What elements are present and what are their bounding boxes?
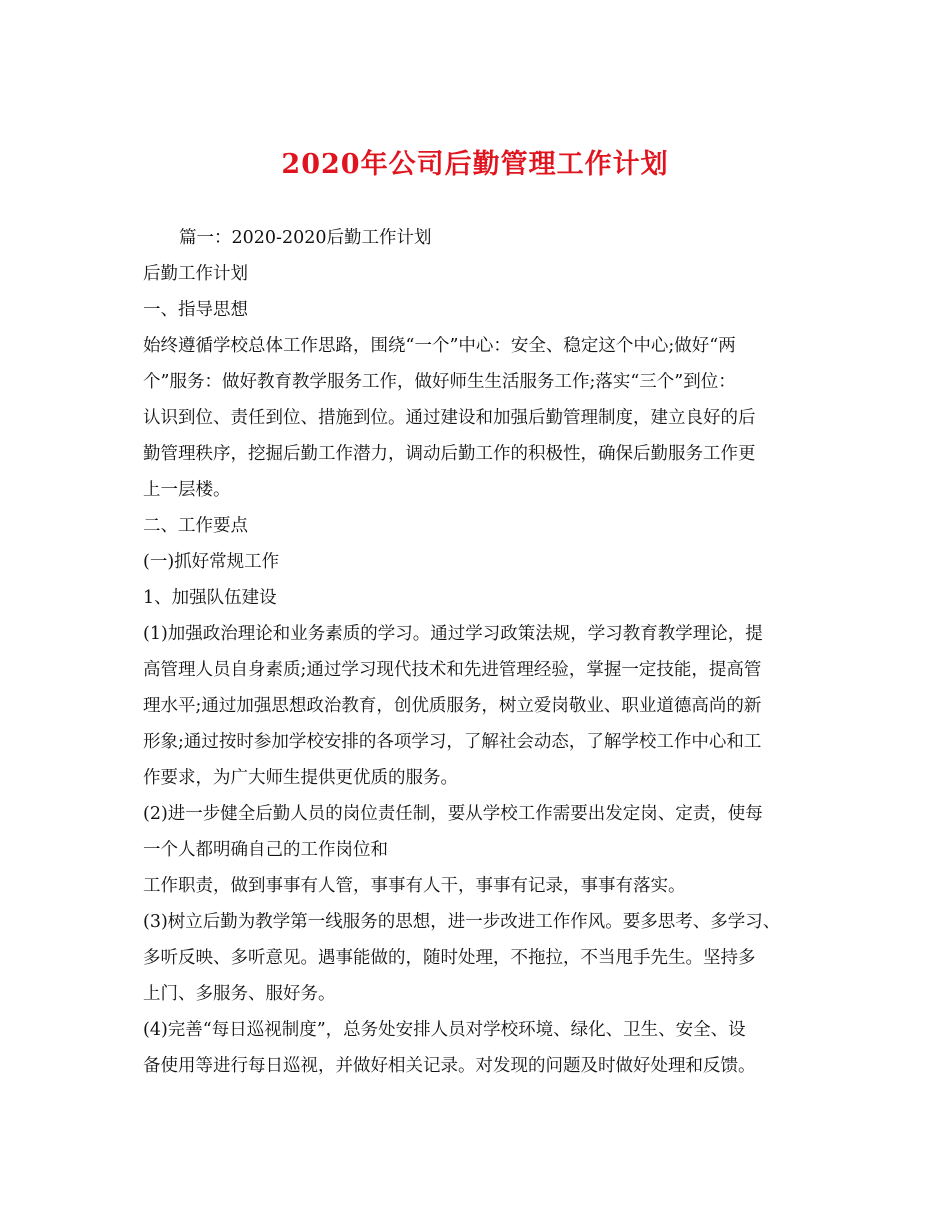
paragraph-line: 个”服务：做好教育教学服务工作，做好师生生活服务工作;落实“三个”到位： [143, 372, 736, 392]
paragraph-line: 篇一：2020-2020后勤工作计划 [179, 228, 432, 248]
paragraph-line: 后勤工作计划 [143, 264, 248, 284]
paragraph-line: 上门、多服务、服好务。 [143, 984, 336, 1004]
paragraph-line: 形象;通过按时参加学校安排的各项学习，了解社会动态，了解学校工作中心和工 [143, 732, 762, 752]
paragraph-line: 理水平;通过加强思想政治教育，创优质服务，树立爱岗敬业、职业道德高尚的新 [143, 696, 762, 716]
paragraph-line: 一个人都明确自己的工作岗位和 [143, 840, 388, 860]
paragraph-line: 多听反映、多听意见。遇事能做的，随时处理，不拖拉，不当甩手先生。坚持多 [143, 948, 756, 968]
paragraph-line: (2)进一步健全后勤人员的岗位责任制，要从学校工作需要出发定岗、定责，使每 [143, 804, 763, 824]
paragraph-line: (4)完善“每日巡视制度”，总务处安排人员对学校环境、绿化、卫生、安全、设 [143, 1020, 746, 1040]
subsection-heading: 1、加强队伍建设 [143, 588, 277, 608]
paragraph-line: 作要求，为广大师生提供更优质的服务。 [143, 768, 458, 788]
paragraph-line: (3)树立后勤为教学第一线服务的思想，进一步改进工作作风。要多思考、多学习、 [143, 912, 781, 932]
subsection-heading: (一)抓好常规工作 [143, 552, 280, 572]
document-title: 2020年公司后勤管理工作计划 [281, 149, 669, 180]
paragraph-line: 备使用等进行每日巡视，并做好相关记录。对发现的问题及时做好处理和反馈。 [143, 1056, 756, 1076]
section-heading: 一、指导思想 [143, 300, 248, 320]
paragraph-line: 上一层楼。 [143, 480, 231, 500]
paragraph-line: 勤管理秩序，挖掘后勤工作潜力，调动后勤工作的积极性，确保后勤服务工作更 [143, 444, 756, 464]
paragraph-line: 工作职责，做到事事有人管，事事有人干，事事有记录，事事有落实。 [143, 876, 686, 896]
paragraph-line: 认识到位、责任到位、措施到位。通过建设和加强后勤管理制度，建立良好的后 [143, 408, 756, 428]
section-heading: 二、工作要点 [143, 516, 248, 536]
paragraph-line: 始终遵循学校总体工作思路，围绕“一个”中心：安全、稳定这个中心;做好“两 [143, 336, 736, 356]
paragraph-line: 高管理人员自身素质;通过学习现代技术和先进管理经验，掌握一定技能，提高管 [143, 660, 762, 680]
document-body [143, 220, 823, 1084]
paragraph-line: (1)加强政治理论和业务素质的学习。通过学习政策法规，学习教育教学理论，提 [143, 624, 763, 644]
